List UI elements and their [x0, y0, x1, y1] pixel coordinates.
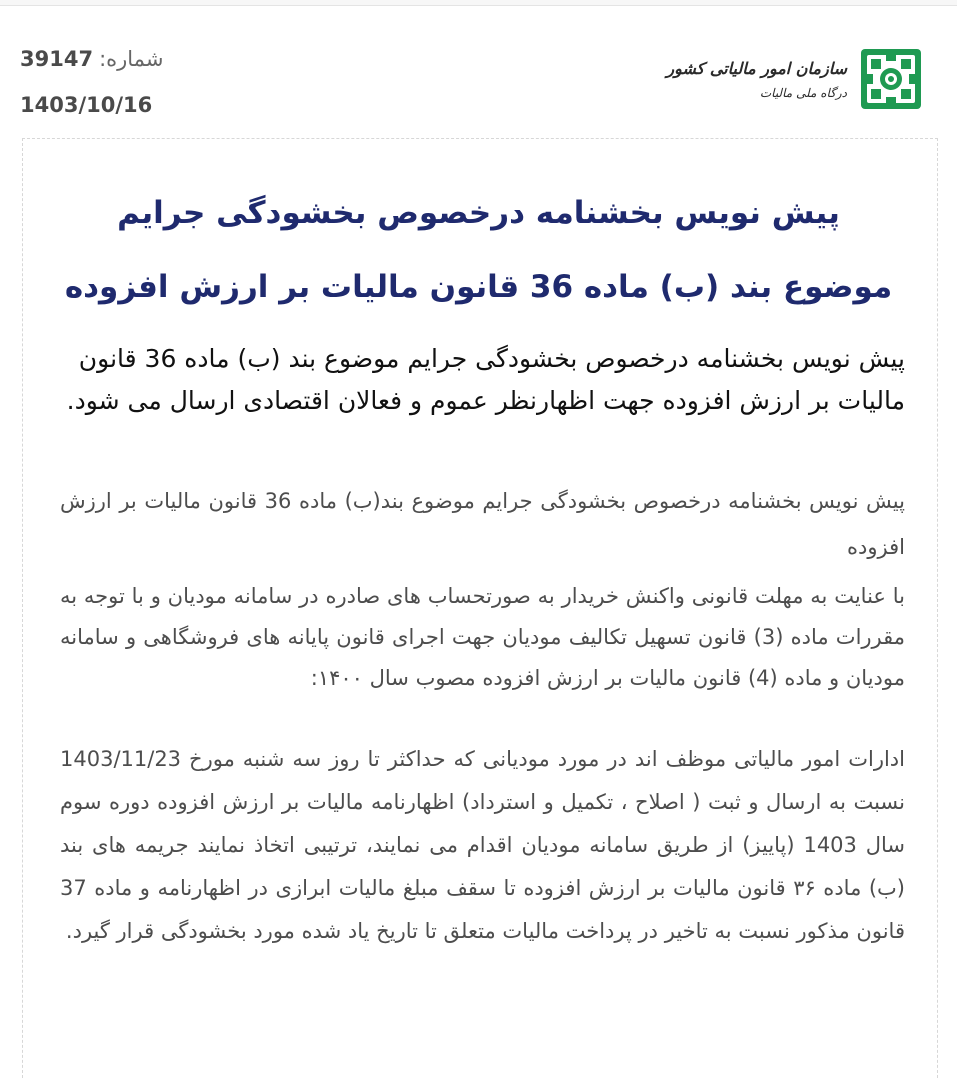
document-meta: [20, 42, 163, 122]
article-paragraph-3: ادارات امور مالیاتی موظف اند در مورد مودیانی که حداکثر تا روز سه شنبه مورخ 1403/11/23 نسبت به ارسال و ثبت ( اصلاح ، تکمیل و استرداد) اظهارنامه مالیات بر ارزش افزوده دوره سوم سال 1403 (پاییز) از طریق سامانه مودیان اقدام می نمایند، ترتیبی اتخاذ نمایند جریمه های بند (ب) ماده ۳۶ قانون مالیات بر ارزش افزوده تا سقف مبلغ مالیات ابرازی در اظهارنامه و ماده 37 قانون مذکور نسبت به تاخیر در پرداخت مالیات متعلق تا تاریخ یاد شده مورد بخشودگی قرار گیرد.: [60, 747, 905, 943]
article-title-line-2: موضوع بند (ب) ماده 36 قانون مالیات بر ارزش افزوده: [64, 269, 893, 305]
article-title: [40, 176, 917, 324]
article-title-line-1: پیش نویس بخشنامه درخصوص بخشودگی جرایم: [117, 195, 840, 231]
document-number-label: شماره:: [99, 47, 164, 71]
organization-name-block: [666, 59, 847, 100]
organization-subtitle: درگاه ملی مالیات: [759, 85, 847, 100]
document-date: 1403/10/16: [20, 93, 153, 117]
article-paragraph-1: پیش نویس بخشنامه درخصوص بخشودگی جرایم موضوع بند(ب) ماده 36 قانون مالیات بر ارزش افزوده: [60, 489, 905, 559]
article-lead: پیش نویس بخشنامه درخصوص بخشودگی جرایم موضوع بند (ب) ماده 36 قانون مالیات بر ارزش افزوده جهت اظهارنظر عموم و فعالان اقتصادی ارسال می شود.: [66, 344, 905, 415]
top-divider: [0, 0, 957, 6]
document-number: 39147: [20, 47, 94, 71]
organization-name: سازمان امور مالیاتی کشور: [666, 58, 847, 78]
tax-organization-logo-icon: [859, 47, 923, 111]
article-paragraph-2: با عنایت به مهلت قانونی واکنش خریدار به صورتحساب های صادره در سامانه مودیان و با توجه به مقررات ماده (3) قانون تسهیل تکالیف مودیان جهت اجرای قانون پایانه های فروشگاهی و سامانه مودیان و ماده (4) قانون مالیات بر ارزش افزوده مصوب سال ۱۴۰۰:: [60, 584, 906, 690]
organization-logo: [666, 44, 923, 114]
document-number-row: [20, 42, 163, 76]
